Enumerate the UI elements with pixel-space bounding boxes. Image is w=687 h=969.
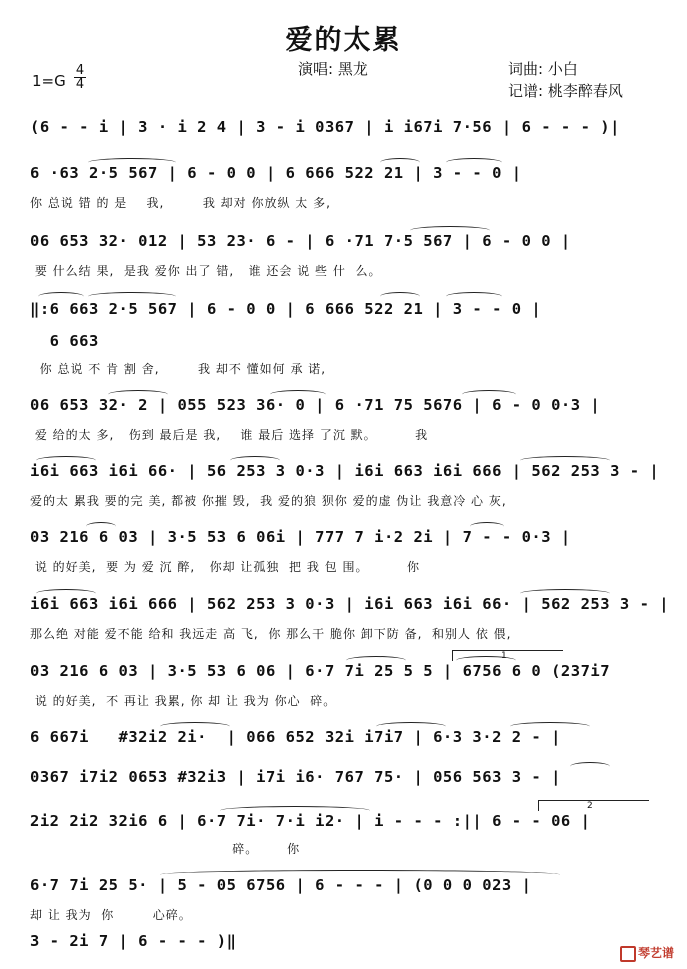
volta-second-label: 2 bbox=[587, 801, 593, 811]
notation-row: 6 663 bbox=[30, 332, 99, 350]
lyrics-row: 爱的太 累我 要的完 美, 都被 你摧 毁, 我 爱的狼 狈你 爱的虚 伪让 我意冷 心 灰, bbox=[30, 494, 507, 508]
notation-row: 06 653 32· 012 | 53 23· 6 - | 6 ·71 7·5 567 | 6 - 0 0 | bbox=[30, 232, 571, 250]
notation-row: 06 653 32· 2 | 055 523 36· 0 | 6 ·71 75 5676 | 6 - 0 0·3 | bbox=[30, 396, 601, 414]
lyrics-row: 却 让 我为 你 心碎。 bbox=[30, 908, 192, 922]
notation-row: 6·7 7i 25 5· | 5 - 05 6756 | 6 - - - | (0 0 0 023 | bbox=[30, 876, 532, 894]
composer-credit: 词曲: 小白 bbox=[508, 60, 578, 78]
slur bbox=[446, 158, 502, 167]
slur bbox=[520, 589, 610, 598]
transcriber-credit: 记谱: 桃李醉春风 bbox=[508, 82, 623, 100]
slur bbox=[160, 870, 560, 879]
notation-row: 3 - 2i 7 | 6 - - - )‖ bbox=[30, 932, 237, 950]
notation-row: ‖:6 663 2·5 567 | 6 - 0 0 | 6 666 522 21 | 3 - - 0 | bbox=[30, 300, 542, 318]
notation-row: 03 216 6 03 | 3·5 53 6 06 | 6·7 7i 25 5 5 | 6756 6 0 (237i7 bbox=[30, 662, 611, 680]
slur bbox=[36, 589, 96, 598]
slur bbox=[270, 390, 326, 399]
slur bbox=[570, 762, 610, 771]
slur bbox=[380, 158, 420, 167]
time-signature-bottom: 4 bbox=[75, 77, 85, 92]
lyrics-row: 说 的好美, 要 为 爱 沉 醉, 你却 让孤独 把 我 包 围。 你 bbox=[30, 560, 420, 574]
slur bbox=[510, 722, 590, 731]
notation-row: (6 - - i | 3 · i 2 4 | 3 - i 0367 | i i67i 7·56 | 6 - - - )| bbox=[30, 118, 620, 136]
lyrics-row: 爱 给的太 多, 伤到 最后是 我, 谁 最后 选择 了沉 默。 我 bbox=[30, 428, 429, 442]
slur bbox=[380, 292, 420, 301]
slur bbox=[520, 456, 610, 465]
notation-row: i6i 663 i6i 66· | 56 253 3 0·3 | i6i 663 i6i 666 | 562 253 3 - | bbox=[30, 462, 660, 480]
lyrics-row: 那么绝 对能 爱不能 给和 我远走 高 飞, 你 那么干 脆你 卸下防 备, 和别人 依 偎, bbox=[30, 627, 512, 641]
notation-row: 2i2 2i2 32i6 6 | 6·7 7i· 7·i i2· | i - - - :|| 6 - - 06 | bbox=[30, 812, 591, 830]
watermark-logo bbox=[620, 944, 674, 962]
slur bbox=[88, 158, 176, 167]
singer-credit: 演唱: 黑龙 bbox=[298, 60, 368, 78]
slur bbox=[376, 722, 446, 731]
volta-first-label: 1 bbox=[501, 651, 507, 661]
slur bbox=[346, 656, 406, 665]
slur bbox=[470, 522, 504, 531]
notation-row: 0367 i7i2 0653 #32i3 | i7i i6· 767 75· | 056 563 3 - | bbox=[30, 768, 561, 786]
slur bbox=[462, 390, 516, 399]
notation-row: i6i 663 i6i 666 | 562 253 3 0·3 | i6i 663 i6i 66· | 562 253 3 - | bbox=[30, 595, 670, 613]
slur bbox=[108, 390, 168, 399]
logo-icon bbox=[620, 946, 636, 962]
slur bbox=[86, 522, 116, 531]
volta-second bbox=[538, 800, 649, 811]
slur bbox=[410, 226, 490, 235]
slur bbox=[230, 456, 280, 465]
notation-row: 03 216 6 03 | 3·5 53 6 06i | 777 7 i·2 2i | 7 - - 0·3 | bbox=[30, 528, 571, 546]
song-title: 爱的太累 bbox=[285, 25, 402, 56]
key-signature: 1=G bbox=[32, 72, 66, 90]
lyrics-row: 要 什么结 果, 是我 爱你 出了 错, 谁 还会 说 些 什 么。 bbox=[30, 264, 382, 278]
time-signature bbox=[74, 64, 86, 91]
slur bbox=[160, 722, 230, 731]
time-signature-top: 4 bbox=[75, 63, 85, 78]
slur bbox=[38, 292, 84, 301]
slur bbox=[456, 656, 516, 665]
slur bbox=[36, 456, 96, 465]
slur bbox=[446, 292, 502, 301]
notation-row: 6 667i #32i2 2i· | 066 652 32i i7i7 | 6·3 3·2 2 - | bbox=[30, 728, 561, 746]
lyrics-row: 你 总说 错 的 是 我, 我 却对 你放纵 太 多, bbox=[30, 196, 331, 210]
slur bbox=[88, 292, 176, 301]
lyrics-row: 说 的好美, 不 再让 我累, 你 却 让 我为 你心 碎。 bbox=[30, 694, 337, 708]
slur bbox=[220, 806, 370, 815]
notation-row: 6 ·63 2·5 567 | 6 - 0 0 | 6 666 522 21 | 3 - - 0 | bbox=[30, 164, 522, 182]
lyrics-row: 你 总说 不 肯 割 舍, 我 却不 懂如何 承 诺, bbox=[30, 362, 327, 376]
watermark-label: 琴艺谱 bbox=[638, 946, 675, 960]
lyrics-row: 碎。 你 bbox=[30, 842, 301, 856]
